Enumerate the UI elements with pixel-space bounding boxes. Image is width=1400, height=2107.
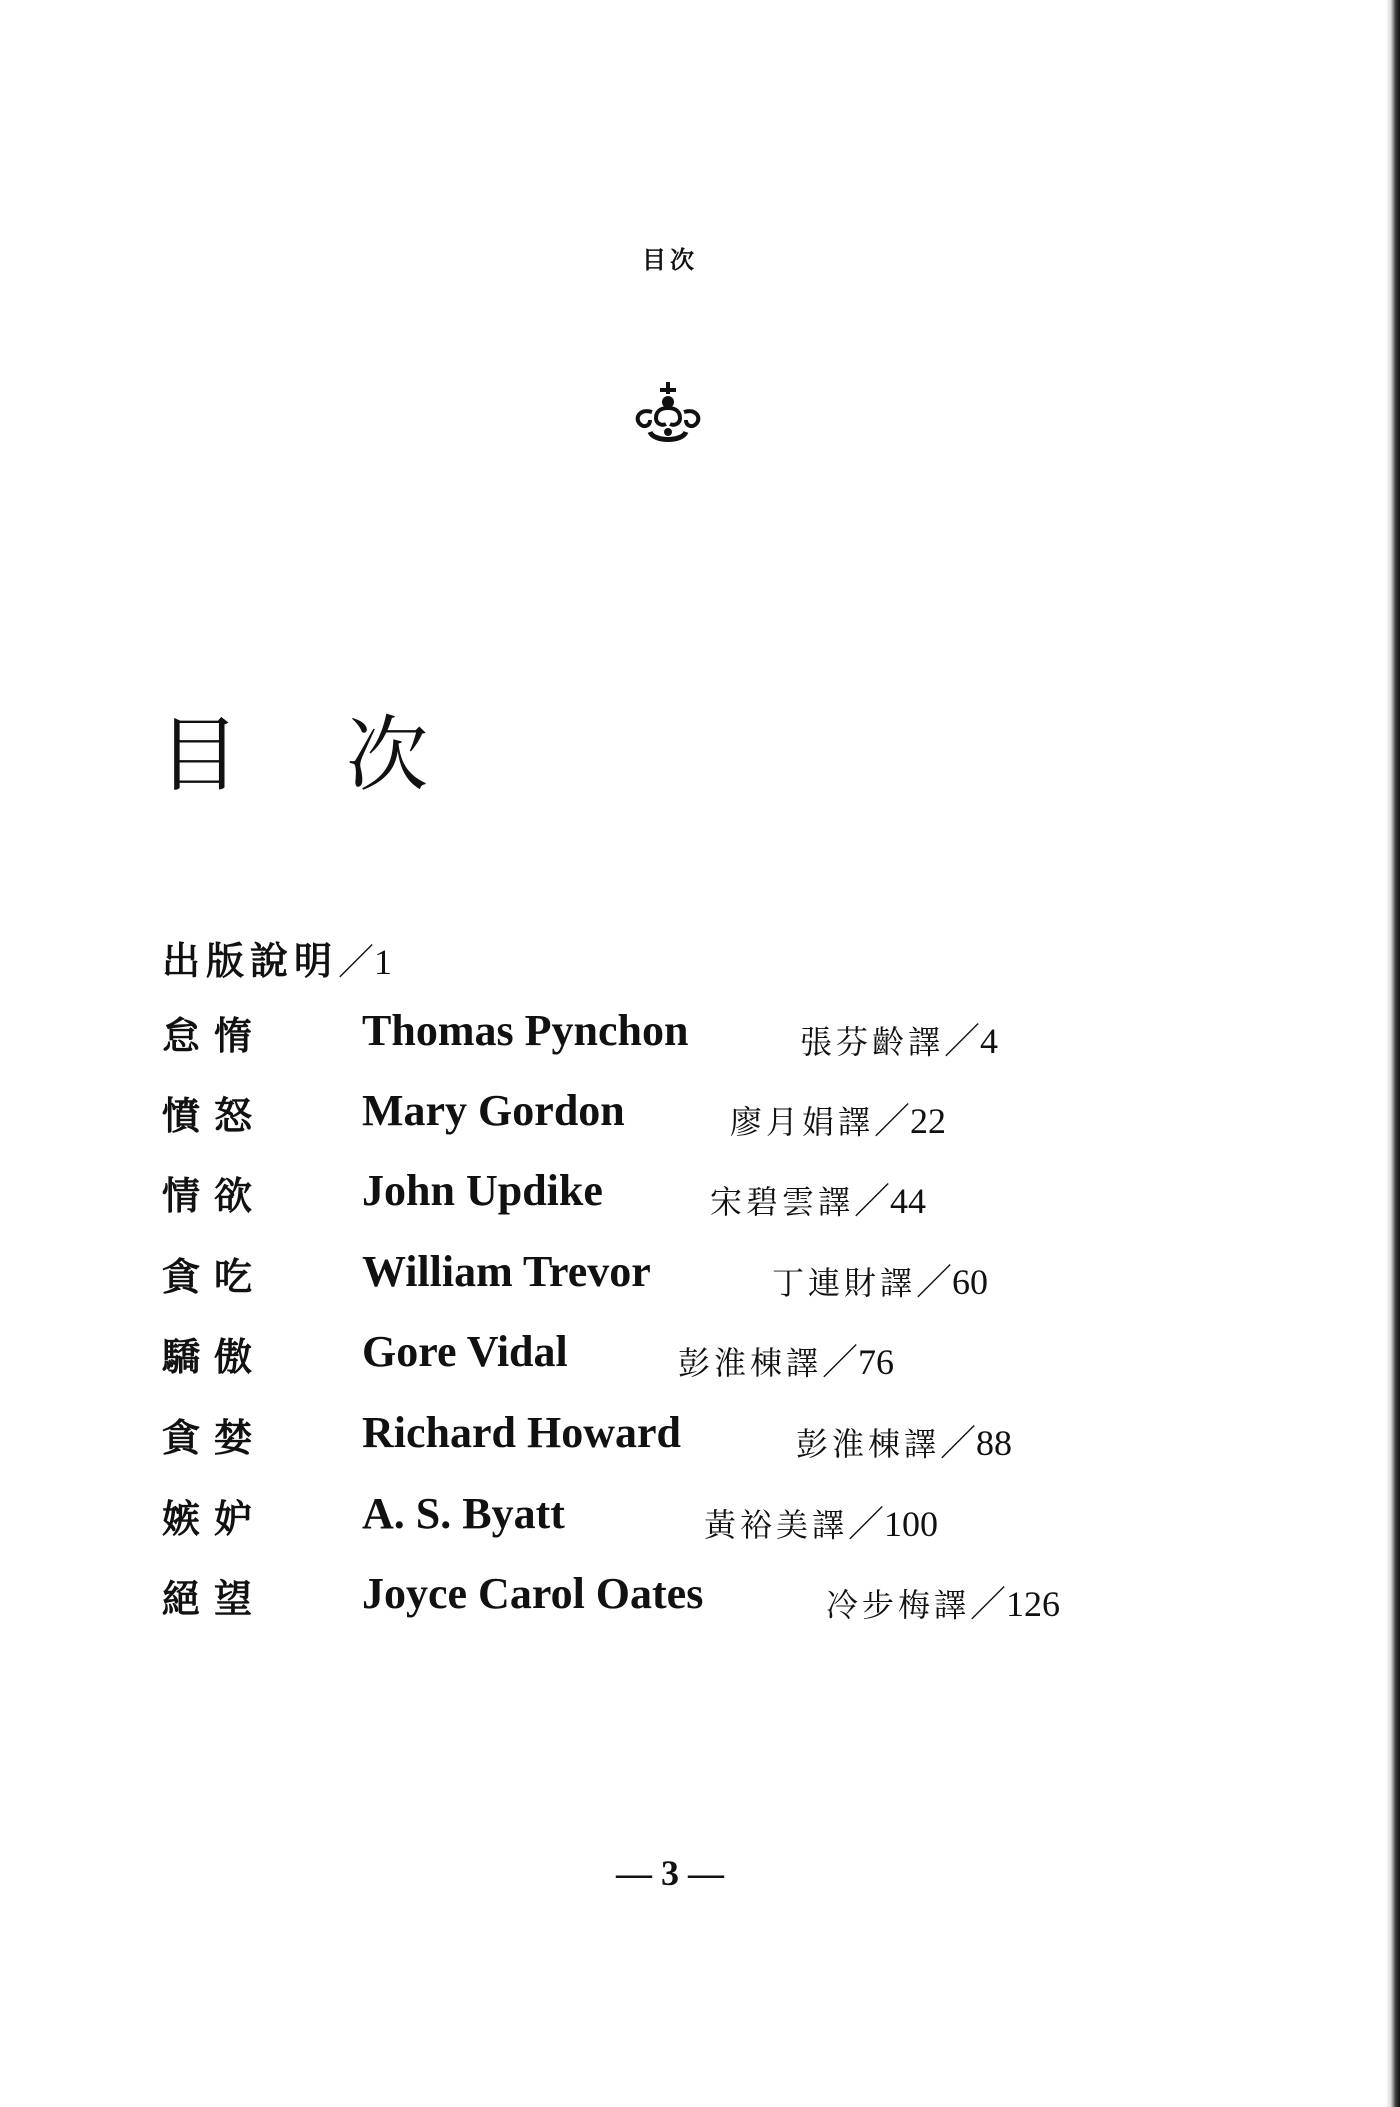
translator-name: 張芬齡譯	[800, 1023, 945, 1061]
entry-page: ／60	[916, 1262, 989, 1302]
page-number: — 3 —	[616, 1853, 724, 1893]
entry-category: 貪婪	[162, 1416, 267, 1460]
translator-name: 宋碧雲譯	[710, 1183, 855, 1221]
entry-author: William Trevor	[362, 1247, 651, 1296]
entry-translator	[772, 1254, 988, 1305]
entry-author: Thomas Pynchon	[362, 1006, 689, 1055]
toc-intro	[162, 930, 392, 985]
translator-name: 廖月娟譯	[730, 1103, 875, 1141]
entry-author: Gore Vidal	[362, 1327, 568, 1376]
entry-page: ／126	[970, 1584, 1061, 1624]
entry-page: ／22	[874, 1101, 947, 1141]
translator-name: 黃裕美譯	[704, 1506, 849, 1544]
translator-name: 彭淮棟譯	[678, 1344, 823, 1382]
entry-author: A. S. Byatt	[362, 1489, 565, 1538]
entry-page: ／76	[822, 1342, 895, 1382]
entry-category: 情欲	[162, 1174, 267, 1218]
entry-translator	[730, 1093, 946, 1144]
fleuron-icon	[630, 378, 706, 450]
entry-category: 貪吃	[162, 1255, 267, 1299]
entry-category: 嫉妒	[162, 1497, 267, 1541]
entry-page: ／4	[944, 1021, 999, 1061]
intro-page: ／1	[338, 942, 393, 982]
intro-label: 出版說明	[162, 939, 339, 983]
entry-translator	[678, 1334, 894, 1385]
entry-author: Richard Howard	[362, 1408, 681, 1457]
entry-author: Joyce Carol Oates	[362, 1569, 704, 1618]
entry-translator	[710, 1173, 926, 1224]
entry-translator	[704, 1496, 938, 1547]
entry-category: 絕望	[162, 1577, 267, 1621]
entry-translator	[826, 1576, 1060, 1627]
entry-page: ／100	[848, 1504, 939, 1544]
entry-translator	[796, 1415, 1012, 1466]
entry-translator	[800, 1013, 998, 1064]
entry-author: John Updike	[362, 1166, 603, 1215]
translator-name: 彭淮棟譯	[796, 1425, 941, 1463]
entry-category: 怠惰	[162, 1014, 267, 1058]
entry-page: ／44	[854, 1181, 927, 1221]
entry-category: 憤怒	[162, 1094, 267, 1138]
running-head: 目次	[642, 246, 698, 274]
page-title: 目 次	[158, 708, 469, 803]
entry-category: 驕傲	[162, 1335, 267, 1379]
entry-page: ／88	[940, 1423, 1013, 1463]
translator-name: 丁連財譯	[772, 1264, 917, 1302]
page-edge-shadow	[1386, 0, 1400, 2107]
translator-name: 冷步梅譯	[826, 1586, 971, 1624]
entry-author: Mary Gordon	[362, 1086, 625, 1135]
